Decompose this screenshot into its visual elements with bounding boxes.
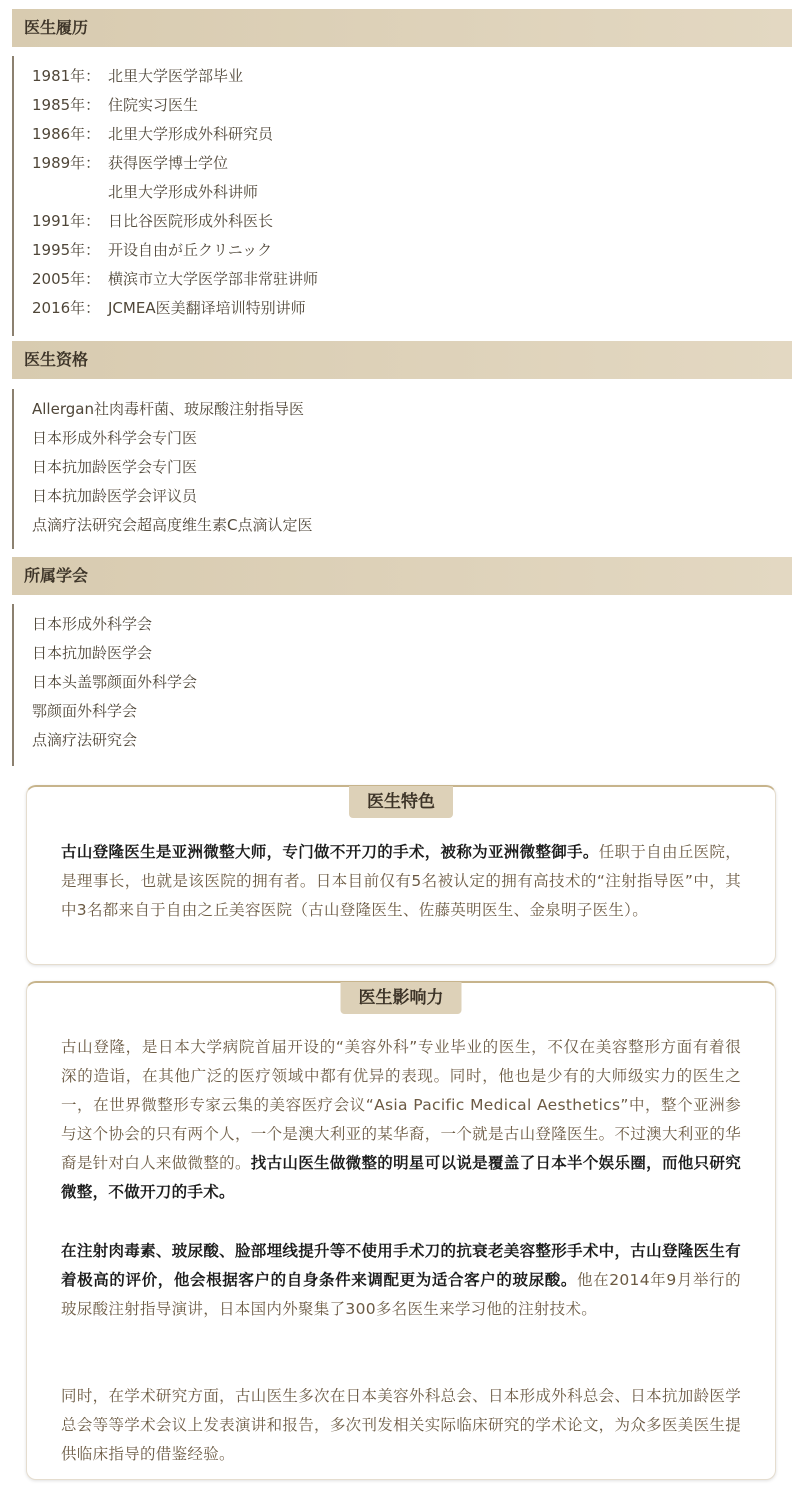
- influence-paragraph-3: 同时，在学术研究方面，古山医生多次在日本美容外科总会、日本形成外科总会、日本抗加龄医学总会等等学术会议上发表演讲和报告，多次刊发相关实际临床研究的学术论文，为众多医美医生提供临床指导的借鉴经验。: [61, 1387, 741, 1463]
- qualification-item: 日本抗加龄医学会专门医: [32, 458, 198, 476]
- resume-entry: 1989年： 获得医学博士学位: [32, 154, 229, 172]
- features-card: [26, 785, 776, 965]
- societies-header: 所属学会: [12, 557, 792, 595]
- qualification-item: 点滴疗法研究会超高度维生素C点滴认定医: [32, 516, 313, 534]
- influence-paragraph-1: 古山登隆，是日本大学病院首届开设的“美容外科”专业毕业的医生，不仅在美容整形方面有着很深的造诣，在其他广泛的医疗领域中都有优异的表现。同时，他也是少有的大师级实力的医生之一，在世界微整形专家云集的美容医疗会议“Asia Pacific Medical Aesthetics”中，整个亚洲参与这个协会的只有两个人，一个是澳大利亚的某华裔，一个就是古山登隆医生。不过澳大利亚的华裔是针对白人来做微整的。找古山医生做微整的明星可以说是覆盖了日本半个娱乐圈，而他只研究微整，不做开刀的手术。: [61, 1038, 741, 1201]
- society-item: 日本形成外科学会: [32, 615, 153, 633]
- qualification-item: Allergan社肉毒杆菌、玻尿酸注射指导医: [32, 400, 304, 418]
- qualifications-header: 医生资格: [12, 341, 792, 379]
- resume-entry: 1991年： 日比谷医院形成外科医长: [32, 212, 274, 230]
- resume-list: [12, 56, 782, 336]
- influence-card: [26, 981, 776, 1480]
- resume-entry: 1985年： 住院实习医生: [32, 96, 199, 114]
- resume-entry: 1995年： 开设自由が丘クリニック: [32, 241, 273, 259]
- society-item: 鄂颜面外科学会: [32, 702, 138, 720]
- resume-header: 医生履历: [12, 9, 792, 47]
- society-item: 点滴疗法研究会: [32, 731, 138, 749]
- qualifications-list: [12, 389, 782, 549]
- features-title: 医生特色: [349, 786, 453, 818]
- influence-title: 医生影响力: [341, 982, 462, 1014]
- societies-list: [12, 604, 782, 766]
- influence-paragraph-2: 在注射肉毒素、玻尿酸、脸部埋线提升等不使用手术刀的抗衰老美容整形手术中，古山登隆医生有着极高的评价，他会根据客户的自身条件来调配更为适合客户的玻尿酸。他在2014年9月举行的玻尿酸注射指导演讲，日本国内外聚集了300多名医生来学习他的注射技术。: [61, 1242, 741, 1318]
- resume-entry: 2005年： 横滨市立大学医学部非常驻讲师: [32, 270, 319, 288]
- resume-entry: 2016年： JCMEA医美翻译培训特别讲师: [32, 299, 306, 317]
- society-item: 日本头盖鄂颜面外科学会: [32, 673, 198, 691]
- resume-entry: 1986年： 北里大学形成外科研究员: [32, 125, 274, 143]
- society-item: 日本抗加龄医学会: [32, 644, 153, 662]
- resume-entry: 1981年： 北里大学医学部毕业: [32, 67, 244, 85]
- resume-entry: 北里大学形成外科讲师: [108, 183, 259, 201]
- features-text: 古山登隆医生是亚洲微整大师，专门做不开刀的手术，被称为亚洲微整御手。任职于自由丘医院，是理事长，也就是该医院的拥有者。日本目前仅有5名被认定的拥有高技术的“注射指导医”中，其中3名都来自于自由之丘美容医院（古山登隆医生、佐藤英明医生、金泉明子医生）。: [61, 843, 742, 919]
- qualification-item: 日本形成外科学会专门医: [32, 429, 198, 447]
- qualification-item: 日本抗加龄医学会评议员: [32, 487, 198, 505]
